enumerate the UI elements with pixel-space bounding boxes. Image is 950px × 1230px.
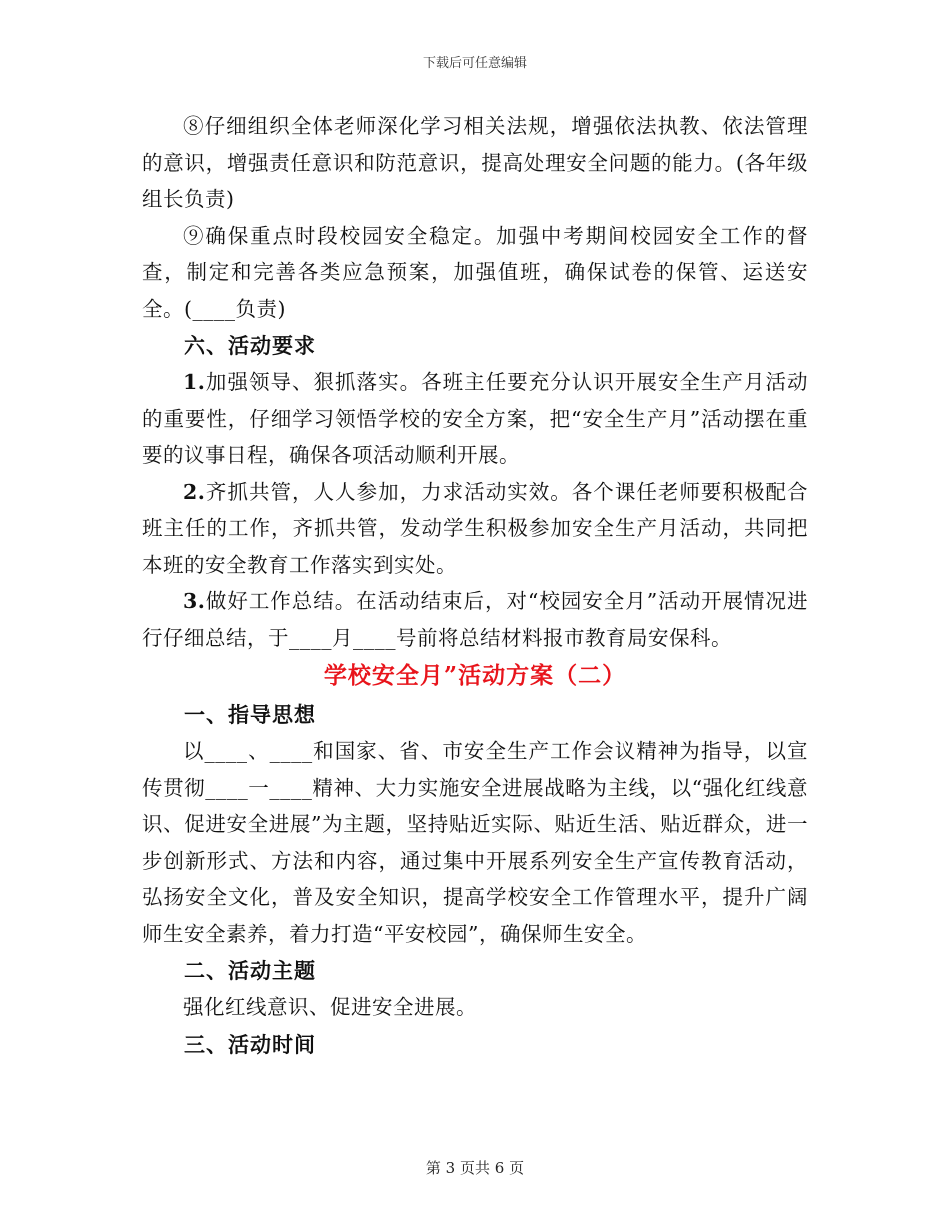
guiding-thought-text: 以____、____和国家、省、市安全生产工作会议精神为指导，以宣传贯彻____一____精神、大力实施安全进展战略为主线，以“强化红线意识、促进安全进展”为主题，坚持贴近实际、贴近生活、贴近群众，进一步创新形式、方法和内容，通过集中开展系列安全生产宣传教育活动，弘扬安全文化，普及安全知识，提高学校安全工作管理水平，提升广阔师生安全素养，着力打造“平安校园”，确保师生安全。 [142,739,808,946]
list-item-8: ⑧仔细组织全体老师深化学习相关法规，增强依法执教、依法管理的意识，增强责任意识和防范意识，提高处理安全问题的能力。(各年级组长负责) [142,114,808,211]
document-body [142,108,808,1063]
header-note: 下载后可任意编辑 [422,56,527,71]
item-text: 齐抓共管，人人参加，力求活动实效。各个课任老师要积极配合班主任的工作，齐抓共管，发动学生积极参加安全生产月活动，共同把本班的安全教育工作落实到实处。 [142,479,808,577]
list-item-9: ⑨确保重点时段校园安全稳定。加强中考期间校园安全工作的督查，制定和完善各类应急预案，加强值班，确保试卷的保管、运送安全。(____负责) [142,223,808,321]
page-number: 第 3 页共 6 页 [425,1159,525,1177]
item-text: 加强领导、狠抓落实。各班主任要充分认识开展安全生产月活动的重要性，仔细学习领悟学校的安全方案，把“安全生产月”活动摆在重要的议事日程，确保各项活动顺利开展。 [142,370,808,467]
section-heading-requirements: 六、活动要求 [184,333,316,358]
item-number: 1. [183,370,206,394]
requirement-item-2 [142,474,808,584]
requirement-item-1 [142,364,808,474]
item-text: 做好工作总结。在活动结束后，对“校园安全月”活动开展情况进行仔细总结，于____月____号前将总结材料报市教育局安保科。 [142,589,808,650]
requirement-item-3 [142,583,808,656]
section-heading-time: 三、活动时间 [184,1031,316,1057]
document-title: 学校安全月”活动方案（二） [323,662,627,689]
section-heading-theme: 二、活动主题 [184,958,316,983]
theme-text: 强化红线意识、促进安全进展。 [183,995,477,1019]
item-number: 3. [183,589,206,613]
section-heading-guiding-thought: 一、指导思想 [184,702,316,727]
item-number: 2. [183,479,206,504]
